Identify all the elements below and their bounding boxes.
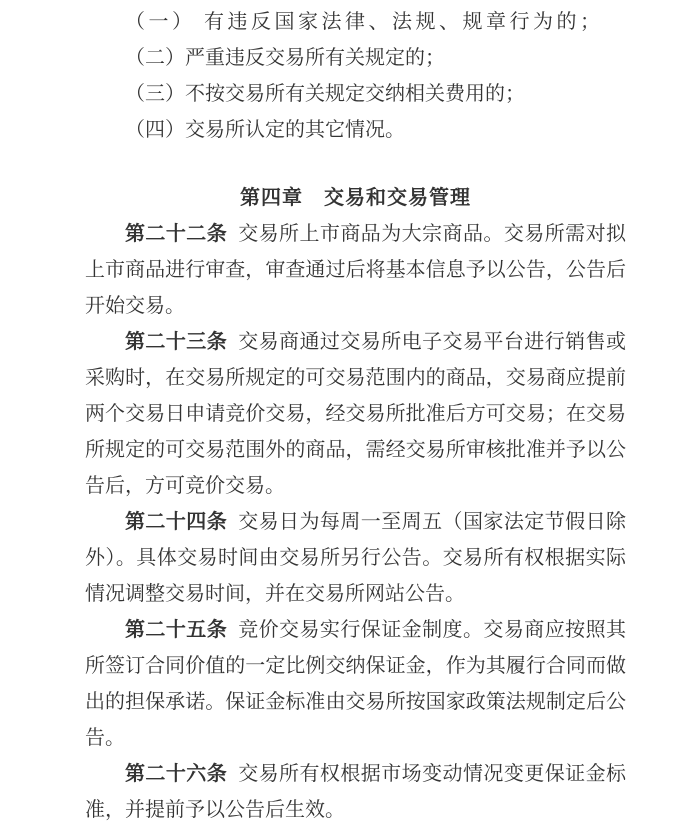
- article-24-number: 第二十四条: [125, 511, 228, 533]
- list-item-3: （三）不按交易所有关规定交纳相关费用的；: [125, 83, 525, 105]
- list-item-4: （四）交易所认定的其它情况。: [125, 119, 405, 141]
- article-22: [85, 216, 626, 324]
- article-25-number: 第二十五条: [125, 619, 228, 641]
- list-item-1: （一） 有违反国家法律、法规、规章行为的；: [125, 11, 604, 33]
- article-26: [85, 756, 626, 828]
- article-24-body: 交易日为每周一至周五（国家法定节假日除外）。具体交易时间由交易所另行公告。交易所有权根据实际情况调整交易时间，并在交易所网站公告。: [85, 511, 627, 605]
- document-content: [85, 4, 626, 828]
- list-item-2: （二）严重违反交易所有关规定的；: [125, 47, 445, 69]
- article-22-number: 第二十二条: [125, 223, 228, 245]
- article-23: [85, 324, 626, 504]
- article-26-number: 第二十六条: [125, 763, 228, 785]
- article-26-body: 交易所有权根据市场变动情况变更保证金标准，并提前予以公告后生效。: [85, 763, 627, 821]
- chapter-heading: 第四章 交易和交易管理: [240, 187, 471, 209]
- article-24: [85, 504, 626, 612]
- article-22-body: 交易所上市商品为大宗商品。交易所需对拟上市商品进行审查，审查通过后将基本信息予以公告，公告后开始交易。: [85, 223, 627, 317]
- article-25-body: 竞价交易实行保证金制度。交易商应按照其所签订合同价值的一定比例交纳保证金，作为其履行合同而做出的担保承诺。保证金标准由交易所按国家政策法规制定后公告。: [85, 619, 627, 749]
- article-23-number: 第二十三条: [125, 331, 228, 353]
- article-25: [85, 612, 626, 756]
- article-23-body: 交易商通过交易所电子交易平台进行销售或采购时，在交易所规定的可交易范围内的商品，交易商应提前两个交易日申请竞价交易，经交易所批准后方可交易；在交易所规定的可交易范围外的商品，需经交易所审核批准并予以公告后，方可竞价交易。: [85, 331, 627, 497]
